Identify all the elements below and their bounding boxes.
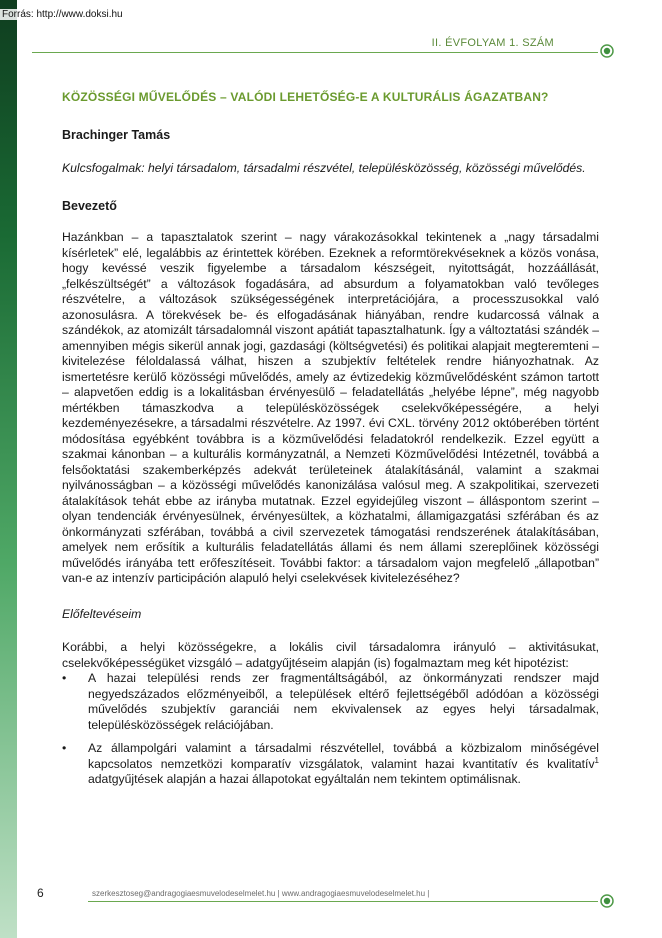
footer-links[interactable]: szerkesztoseg@andragogiaesmuvelodeselmelet.hu | www.andragogiaesmuvelodeselmelet.hu | bbox=[92, 889, 430, 898]
intro-paragraph: Hazánkban – a tapasztalatok szerint – nagy várakozásokkal tekintenek a „nagy társadalmi kísérletek” elé, legalábbis az érintettek körében. Ezeknek a reformtörekvéseknek a közös vonása, hogy kevéssé veszik figyelembe a társadalom készségeit, nyitottságát, hozzáállását, „felkészültségét” a változások fogadására, ad absurdum a folyamatokban való tevőleges részvételre, a változások szükségességének interpretációjára, a processzusokkal való azonosulásra. A törekvések be- és elfogadásának hiányában, rendre kudarcossá válnak a szándékok, az atomizált társadalomnál viszont apátiát tapasztalhatunk. Így a változtatási szándék – amennyiben mégis sikerül annak jogi, gazdasági (költségvetési) és politikai alapjait megteremteni – kivitelezése féloldalassá válhat, hiszen a szubjektív feltételek rendre hiányozhatnak. Az ismertetésre kerülő közösségi művelődés, amely az évtizedekig közművelődésként számon tartott – alapvetően eddig is a lokalitásban érvényesülő – feladatellátás „helyébe lépne”, még nagyobb mértékben támaszkodva a településközösségek cselekvőképességére, a helyi kezdeményezésekre, a társadalmi részvételre. Az 1997. évi CXL. törvény 2012 októberében történt módosítása egyébként továbbra is a közművelődési feladatokról rendelkezik. Ezzel együtt a szakmai kánonban – a kulturális kormányzatnál, a Nemzeti Közművelődési Intézetnél, továbbá a felsőoktatási szakemberképzés adekvát területeinek átalakításánál, valamint a szakmai nyilvánosságban – a közösségi művelődés kanonizálása valósul meg. A szakpolitikai, szervezeti átalakítások tehát ebbe az irányba mutatnak. Ezzel egyidejűleg viszont – álláspontom szerint – olyan tendenciák érvényesülnek, érvényesültek, a közhatalmi, államigazgatási szférában és az önkormányzati szférában, továbbá a civil szervezetek támogatási rendszerének átalakításában, amelyek nem erősítik a kulturális feladatellátás állami és nem állami szereplőinek közösségi művelődés irányába tett erőfeszítéseit. További faktor: a társadalom vajon megfelelő „állapotban” van-e az intenzív participáción alapuló helyi cselekvések kivitelezéséhez? bbox=[62, 230, 599, 585]
source-label: Forrás: http://www.doksi.hu bbox=[2, 9, 123, 20]
article-title: KÖZÖSSÉGI MŰVELŐDÉS – VALÓDI LEHETŐSÉG-E A KULTURÁLIS ÁGAZATBAN? bbox=[62, 90, 549, 104]
list-item-text: A hazai települési rends zer fragmentáltságából, az önkormányzati rendszer majd negyedszázados előzményeiből, a települések eltérő fejlettségéből adódóan a közösségi művelődés szubjektív garanciái nem ekvivalensek az egyes helyi társadalmak, településközösségek relációjában. bbox=[88, 671, 599, 732]
hypothesis-intro: Korábbi, a helyi közösségekre, a lokális civil társadalomra irányuló – aktivitásukat, cselekvőképességüket vizsgáló – adatgyűjtéseim alapján (is) fogalmaztam meg két hipotézist: bbox=[62, 640, 599, 670]
ring-ornament-icon bbox=[600, 894, 614, 908]
article-author: Brachinger Tamás bbox=[62, 127, 171, 142]
section-heading: Bevezető bbox=[62, 198, 117, 213]
list-item bbox=[62, 671, 599, 733]
hypothesis-list bbox=[62, 671, 599, 788]
footer-divider bbox=[88, 901, 598, 902]
footnote-marker[interactable]: 1 bbox=[594, 755, 599, 765]
keywords: Kulcsfogalmak: helyi társadalom, társadalmi részvétel, településközösség, közösségi művelődés. bbox=[62, 161, 586, 175]
page-number: 6 bbox=[37, 886, 44, 900]
side-decorative-bar bbox=[0, 0, 17, 938]
list-item-text: Az állampolgári valamint a társadalmi részvétellel, továbbá a közbizalom minőségével kapcsolatos nemzetközi komparatív vizsgálatok, valamint hazai kvantitatív és kvalitatív bbox=[88, 741, 599, 771]
bullet-icon: • bbox=[62, 741, 67, 755]
issue-label: II. ÉVFOLYAM 1. SZÁM bbox=[431, 37, 554, 49]
header-divider bbox=[32, 52, 598, 53]
bullet-icon: • bbox=[62, 671, 67, 685]
ring-ornament-icon bbox=[600, 44, 614, 58]
list-item-text-tail: adatgyűjtések alapján a hazai állapotokat egyáltalán nem tekintem optimálisnak. bbox=[88, 772, 521, 786]
subsection-heading: Előfeltevéseim bbox=[62, 606, 142, 621]
article-body bbox=[62, 90, 599, 796]
list-item bbox=[62, 741, 599, 788]
